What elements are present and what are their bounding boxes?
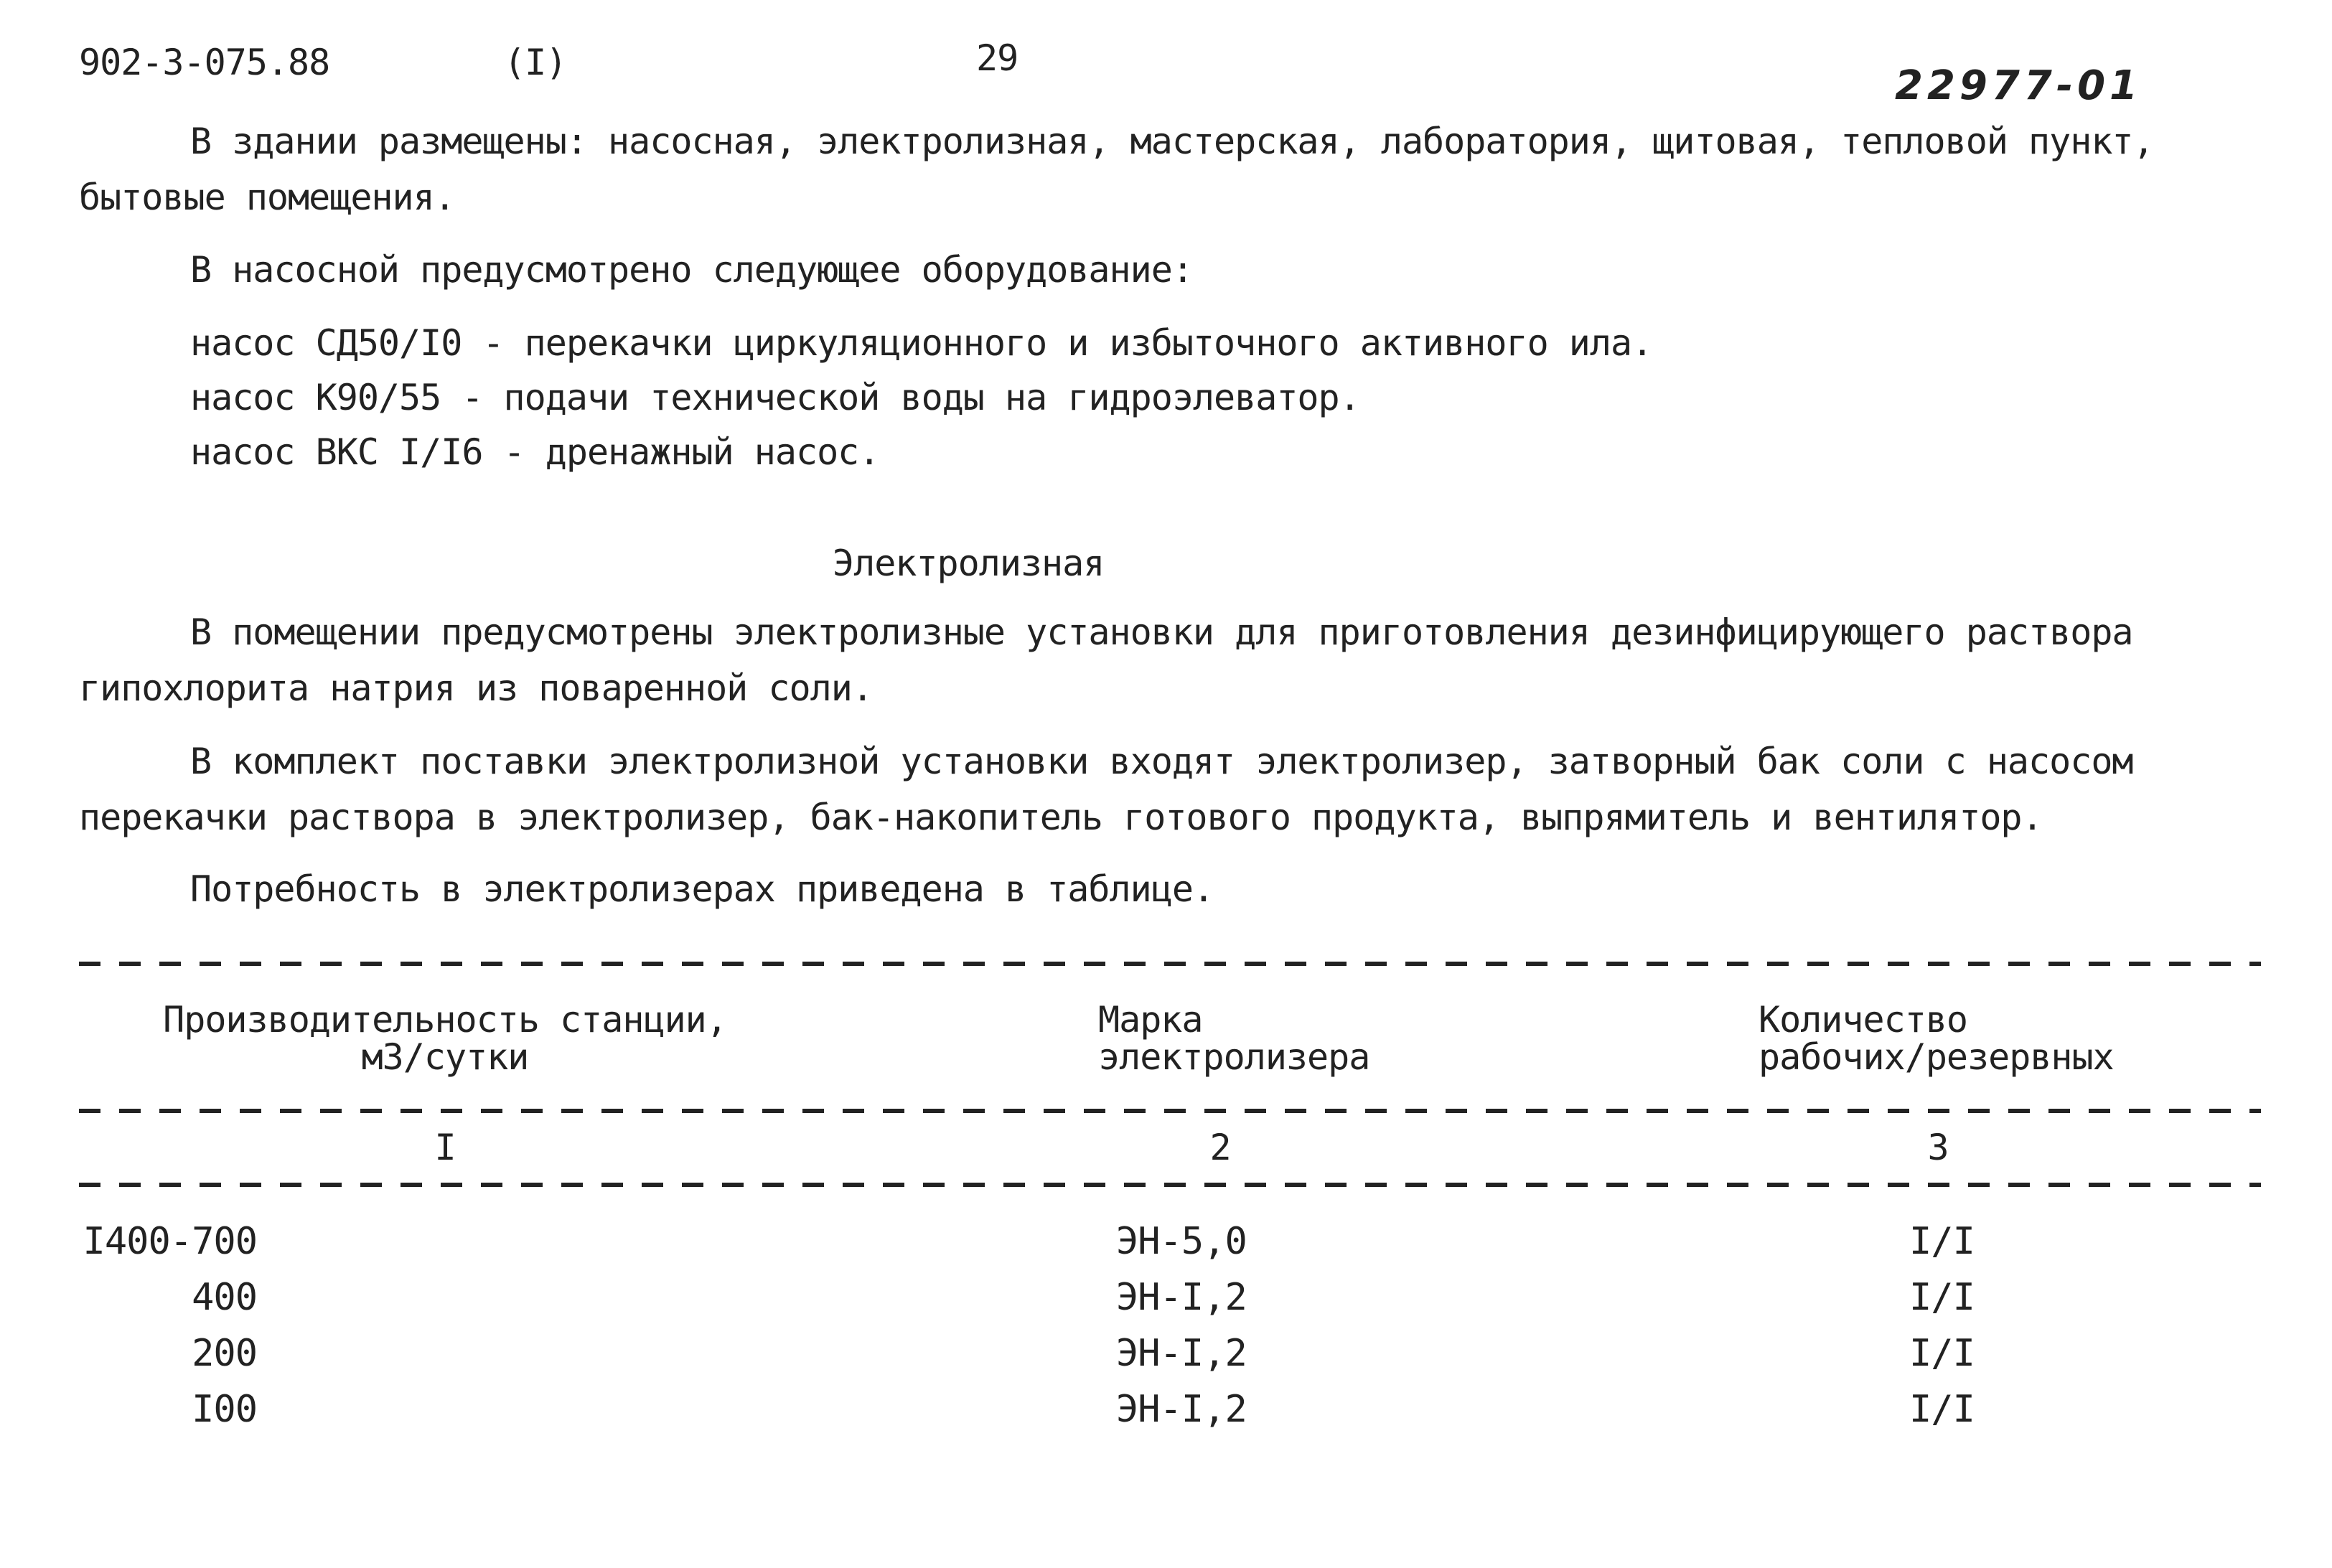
header-line: Количество (1759, 999, 1968, 1041)
pump-list (79, 316, 2261, 479)
column-header-capacity (144, 1001, 746, 1076)
header-line: Производительность станции, (163, 999, 727, 1041)
table-rule-top (79, 962, 2261, 966)
table-cell-capacity: 400 (192, 1276, 257, 1319)
table-rule-numbers (79, 1183, 2261, 1187)
paragraph-line: В помещении предусмотрены электролизные установки для приготовления дезинфицирующего раствора (190, 611, 2133, 653)
table-cell-model: ЭН-I,2 (1116, 1388, 1247, 1431)
archive-stamp: 22977-01 (1895, 62, 2142, 109)
paragraph-line: В комплект поставки электролизной установки входят электролизер, затворный бак соли с насосом (190, 741, 2133, 782)
table-cell-capacity: I400-700 (83, 1220, 257, 1263)
paragraph-line: перекачки раствора в электролизер, бак-накопитель готового продукта, выпрямитель и вентилятор. (79, 797, 2043, 838)
column-number-2: 2 (1209, 1127, 1231, 1168)
table-cell-capacity: I00 (192, 1388, 257, 1431)
header-line: Марка (1098, 999, 1203, 1041)
paragraph-pump-room-intro (79, 242, 2261, 298)
paragraph-line: В здании размещены: насосная, электролизная, мастерская, лаборатория, щитовая, тепловой пункт, (190, 121, 2154, 162)
table-cell-model: ЭН-5,0 (1116, 1220, 1247, 1263)
paragraph-table-intro (79, 861, 2261, 917)
table-cell-quantity: I/I (1909, 1332, 1975, 1375)
column-header-quantity (1759, 1001, 2114, 1076)
sheet-mark: (I) (504, 42, 567, 83)
paragraph-line: В насосной предусмотрено следующее оборудование: (190, 249, 1193, 291)
table-cell-quantity: I/I (1909, 1276, 1975, 1319)
header-line: электролизера (1098, 1036, 1370, 1078)
header-line: м3/сутки (361, 1036, 529, 1078)
paragraph-building-rooms (79, 113, 2261, 225)
page-number: 29 (976, 37, 1019, 79)
column-number-1: I (434, 1127, 456, 1168)
pump-item: насос К90/55 - подачи технической воды на гидроэлеватор. (190, 377, 1360, 418)
table-cell-quantity: I/I (1909, 1220, 1975, 1263)
paragraph-line: Потребность в электролизерах приведена в таблице. (190, 868, 1214, 910)
paragraph-line: бытовые помещения. (79, 177, 455, 218)
pump-item: насос СД50/I0 - перекачки циркуляционного и избыточного активного ила. (190, 322, 1653, 364)
table-rule-header (79, 1109, 2261, 1113)
section-title: Электролизная (833, 543, 1105, 584)
document-code: 902-3-075.88 (79, 42, 330, 83)
header-line: рабочих/резервных (1759, 1036, 2114, 1078)
paragraph-delivery-set (79, 733, 2261, 845)
paragraph-electrolysis-units (79, 604, 2261, 716)
column-number-3: 3 (1927, 1127, 1949, 1168)
column-header-model (1098, 1001, 1369, 1076)
table-cell-model: ЭН-I,2 (1116, 1332, 1247, 1375)
table-cell-capacity: 200 (192, 1332, 257, 1375)
table-cell-model: ЭН-I,2 (1116, 1276, 1247, 1319)
paragraph-line: гипохлорита натрия из поваренной соли. (79, 667, 873, 709)
table-cell-quantity: I/I (1909, 1388, 1975, 1431)
pump-item: насос ВКС I/I6 - дренажный насос. (190, 431, 880, 473)
